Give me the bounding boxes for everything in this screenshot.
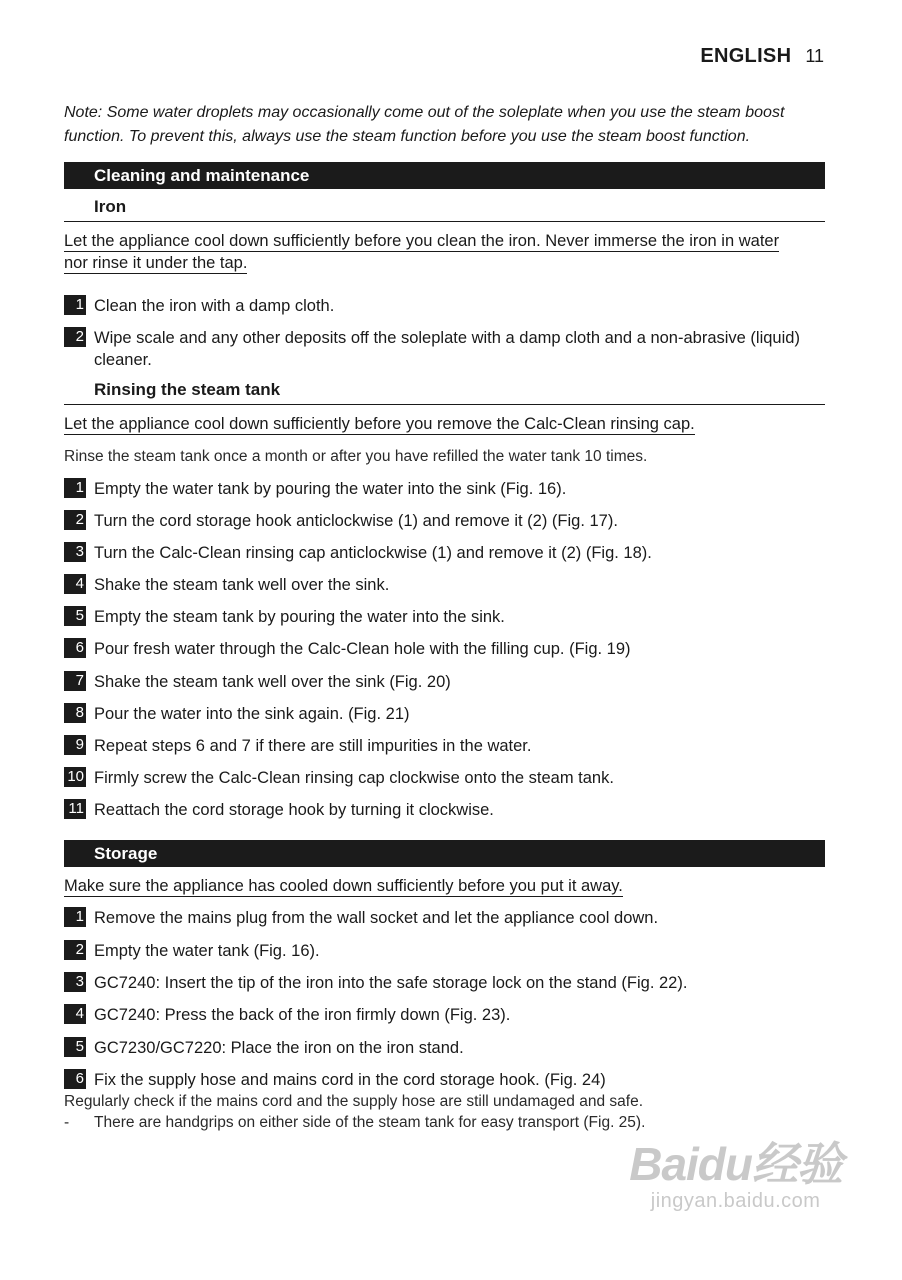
step-text: Firmly screw the Calc-Clean rinsing cap clockwise onto the steam tank.: [94, 769, 614, 787]
step-number: 6: [64, 638, 86, 658]
list-item: [64, 907, 824, 929]
bullet-text: There are handgrips on either side of the steam tank for easy transport (Fig. 25).: [94, 1114, 646, 1131]
list-item: [64, 703, 824, 725]
list-item: [64, 327, 824, 371]
list-item: [64, 638, 824, 660]
list-item: [64, 799, 824, 821]
list-item: [64, 940, 824, 962]
subheading-iron: Iron: [64, 195, 825, 222]
list-item: [64, 1037, 824, 1059]
step-text: Wipe scale and any other deposits off the soleplate with a damp cloth and a non-abrasive (liquid) cleaner.: [94, 329, 800, 369]
step-text: Turn the cord storage hook anticlockwise (1) and remove it (2) (Fig. 17).: [94, 512, 618, 530]
step-number: 7: [64, 671, 86, 691]
step-number: 4: [64, 1004, 86, 1024]
list-item: [64, 671, 824, 693]
step-number: 5: [64, 606, 86, 626]
list-item: [64, 606, 824, 628]
list-item: [64, 972, 824, 994]
step-text: Shake the steam tank well over the sink (Fig. 20): [94, 673, 451, 691]
step-number: 3: [64, 972, 86, 992]
warning-iron-text: Let the appliance cool down sufficiently before you clean the iron. Never immerse the iron in water nor rinse it under the tap.: [64, 232, 780, 272]
step-number: 9: [64, 735, 86, 755]
list-item: [64, 574, 824, 596]
watermark: [629, 1138, 842, 1213]
step-text: GC7230/GC7220: Place the iron on the iron stand.: [94, 1039, 464, 1057]
step-number: 1: [64, 478, 86, 498]
watermark-logo: Baidu经验: [629, 1138, 842, 1190]
warning-storage: [64, 875, 804, 897]
step-number: 8: [64, 703, 86, 723]
language-label: ENGLISH: [700, 45, 792, 67]
step-number: 5: [64, 1037, 86, 1057]
page-number: 11: [805, 46, 824, 66]
section-title-storage: Storage: [64, 840, 825, 867]
step-text: Empty the water tank (Fig. 16).: [94, 942, 320, 960]
step-text: Repeat steps 6 and 7 if there are still impurities in the water.: [94, 737, 532, 755]
warning-rinsing: [64, 413, 804, 435]
step-number: 3: [64, 542, 86, 562]
step-text: Clean the iron with a damp cloth.: [94, 297, 335, 315]
list-item: [64, 542, 824, 564]
page-header: [700, 45, 824, 68]
step-number: 2: [64, 510, 86, 530]
step-text: Remove the mains plug from the wall socket and let the appliance cool down.: [94, 909, 659, 927]
warning-rinsing-text: Let the appliance cool down sufficiently before you remove the Calc-Clean rinsing cap.: [64, 415, 695, 433]
rinsing-intro: Rinse the steam tank once a month or after you have refilled the water tank 10 times.: [64, 448, 648, 465]
warning-iron: [64, 230, 804, 274]
step-text: Pour fresh water through the Calc-Clean hole with the filling cup. (Fig. 19): [94, 640, 631, 658]
step-text: Turn the Calc-Clean rinsing cap anticlockwise (1) and remove it (2) (Fig. 18).: [94, 544, 652, 562]
step-text: Pour the water into the sink again. (Fig. 21): [94, 705, 410, 723]
step-text: Reattach the cord storage hook by turning it clockwise.: [94, 801, 494, 819]
step-number: 11: [64, 799, 86, 819]
step-text: Empty the water tank by pouring the water into the sink (Fig. 16).: [94, 480, 567, 498]
storage-check-text: Regularly check if the mains cord and the supply hose are still undamaged and safe.: [64, 1093, 644, 1110]
watermark-url: jingyan.baidu.com: [650, 1190, 821, 1212]
bullet-dash: -: [64, 1114, 70, 1131]
list-item: [64, 478, 824, 500]
step-text: Empty the steam tank by pouring the water into the sink.: [94, 608, 505, 626]
list-item: [64, 735, 824, 757]
step-number: 2: [64, 327, 86, 347]
list-item: [64, 1069, 824, 1091]
step-number: 10: [64, 767, 86, 787]
subheading-rinsing: Rinsing the steam tank: [64, 378, 825, 405]
step-text: Fix the supply hose and mains cord in the cord storage hook. (Fig. 24): [94, 1071, 606, 1089]
step-text: GC7240: Insert the tip of the iron into the safe storage lock on the stand (Fig. 22).: [94, 974, 688, 992]
warning-storage-text: Make sure the appliance has cooled down sufficiently before you put it away.: [64, 877, 623, 895]
bullet-item: [64, 1112, 824, 1134]
step-number: 6: [64, 1069, 86, 1089]
step-text: Shake the steam tank well over the sink.: [94, 576, 390, 594]
section-title-cleaning: Cleaning and maintenance: [64, 162, 825, 189]
note-text: Note: Some water droplets may occasionally come out of the soleplate when you use the steam boost function. To prevent this, always use the steam function before you use the steam boost function.: [64, 104, 785, 145]
step-number: 4: [64, 574, 86, 594]
list-item: [64, 1004, 824, 1026]
list-item: [64, 510, 824, 532]
list-item: [64, 295, 824, 317]
step-number: 1: [64, 295, 86, 315]
step-text: GC7240: Press the back of the iron firmly down (Fig. 23).: [94, 1006, 511, 1024]
list-item: [64, 767, 824, 789]
step-number: 1: [64, 907, 86, 927]
step-number: 2: [64, 940, 86, 960]
